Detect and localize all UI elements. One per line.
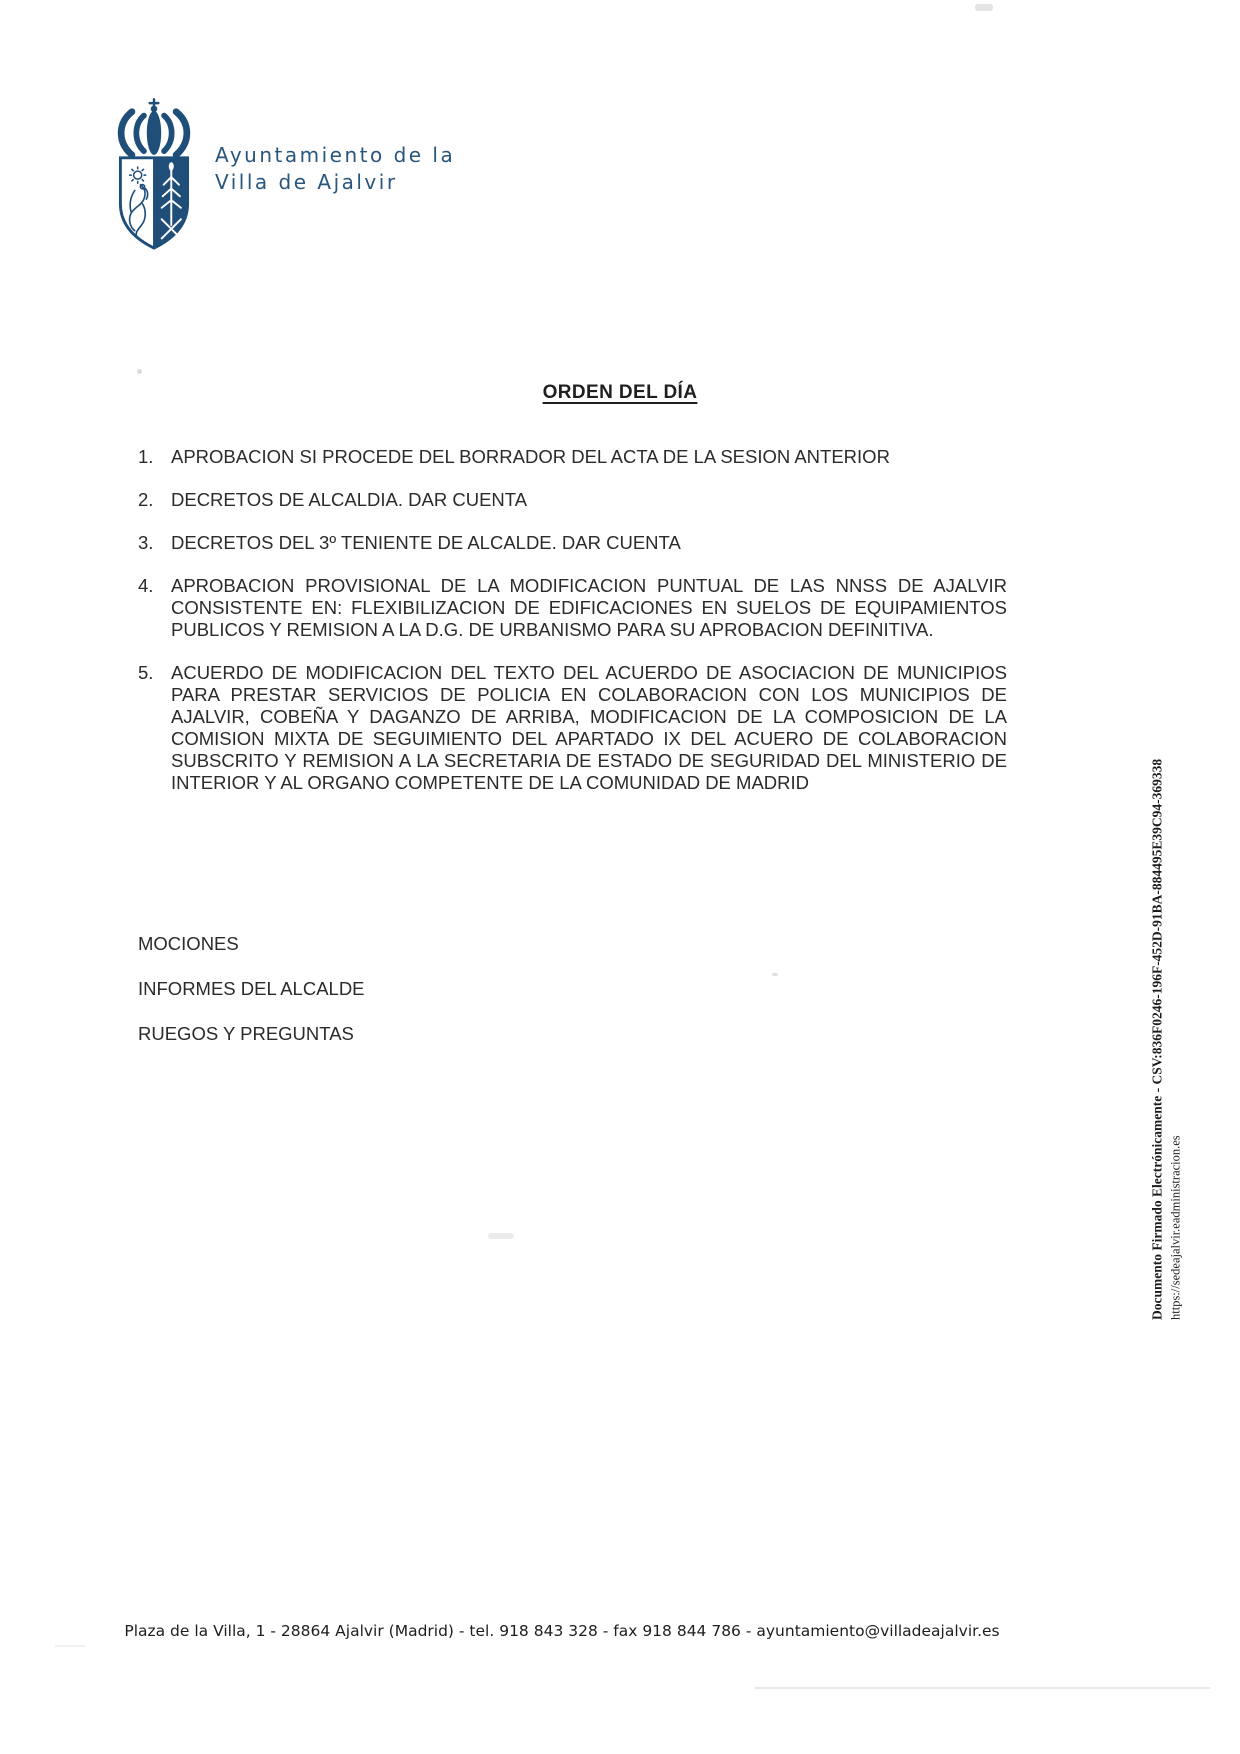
- agenda-item-4: [138, 575, 1007, 641]
- agenda-item-text: APROBACION SI PROCEDE DEL BORRADOR DEL ACTA DE LA SESION ANTERIOR: [171, 446, 890, 467]
- section-ruegos-preguntas: RUEGOS Y PREGUNTAS: [138, 1023, 354, 1044]
- org-name-line2: Villa de Ajalvir: [215, 170, 398, 194]
- scan-artifact: [772, 973, 778, 976]
- agenda-item-number: 1.: [138, 446, 154, 467]
- extra-sections: [138, 933, 365, 1068]
- agenda-item-3: [138, 532, 1007, 554]
- agenda-item-number: 2.: [138, 489, 154, 510]
- scan-artifact: [755, 1687, 1210, 1689]
- agenda-item-2: [138, 489, 1007, 511]
- agenda-item-number: 4.: [138, 575, 154, 596]
- footer-contact-line: Plaza de la Villa, 1 - 28864 Ajalvir (Madrid) - tel. 918 843 328 - fax 918 844 786 - ayuntamiento@villadeajalvir.es: [124, 1622, 1000, 1640]
- agenda-item-5: [138, 662, 1007, 794]
- document-title: ORDEN DEL DÍA: [542, 382, 698, 403]
- section-mociones: MOCIONES: [138, 933, 239, 954]
- agenda-item-text: DECRETOS DEL 3º TENIENTE DE ALCALDE. DAR CUENTA: [171, 532, 681, 553]
- agenda-item-text: ACUERDO DE MODIFICACION DEL TEXTO DEL ACUERDO DE ASOCIACION DE MUNICIPIOS PARA PRESTAR SERVICIOS DE POLICIA EN COLABORACION CON LOS MUNICIPIOS DE AJALVIR, COBEÑA Y DAGANZO DE ARRIBA, MODIFICACION DE LA COMPOSICION DE LA COMISION MIXTA DE SEGUIMIENTO DEL APARTADO IX DEL ACUERO DE COLABORACION SUBSCRITO Y REMISION A LA SECRETARIA DE ESTADO DE SEGURIDAD DEL MINISTERIO DE INTERIOR Y AL ORGANO COMPETENTE DE LA COMUNIDAD DE MADRID: [171, 662, 1007, 793]
- town-crest-logo: [106, 96, 202, 260]
- scan-artifact: [55, 1645, 85, 1647]
- agenda-item-text: APROBACION PROVISIONAL DE LA MODIFICACION PUNTUAL DE LAS NNSS DE AJALVIR CONSISTENTE EN: FLEXIBILIZACION DE EDIFICACIONES EN SUELOS DE EQUIPAMIENTOS PUBLICOS Y REMISION A LA D.G. DE URBANISMO PARA SU APROBACION DEFINITIVA.: [171, 575, 1007, 640]
- scan-artifact: [488, 1233, 514, 1239]
- agenda-item-number: 5.: [138, 662, 154, 683]
- agenda-item-text: DECRETOS DE ALCALDIA. DAR CUENTA: [171, 489, 528, 510]
- scan-artifact: [137, 369, 142, 374]
- signature-sidebar: [1148, 720, 1185, 1320]
- agenda-item-1: [138, 446, 1007, 468]
- organization-name: [215, 142, 455, 196]
- section-informes-alcalde: INFORMES DEL ALCALDE: [138, 978, 365, 999]
- agenda-list: [138, 446, 1007, 815]
- agenda-item-number: 3.: [138, 532, 154, 553]
- org-name-line1: Ayuntamiento de la: [215, 143, 456, 167]
- signature-url-line: https://sedeajalvir.eadministracion.es: [1168, 1135, 1183, 1320]
- scan-artifact: [975, 4, 993, 11]
- signature-csv-line: Documento Firmado Electrónicamente - CSV:836F0246-196F-452D-91BA-884495E39C94-369338: [1149, 758, 1165, 1320]
